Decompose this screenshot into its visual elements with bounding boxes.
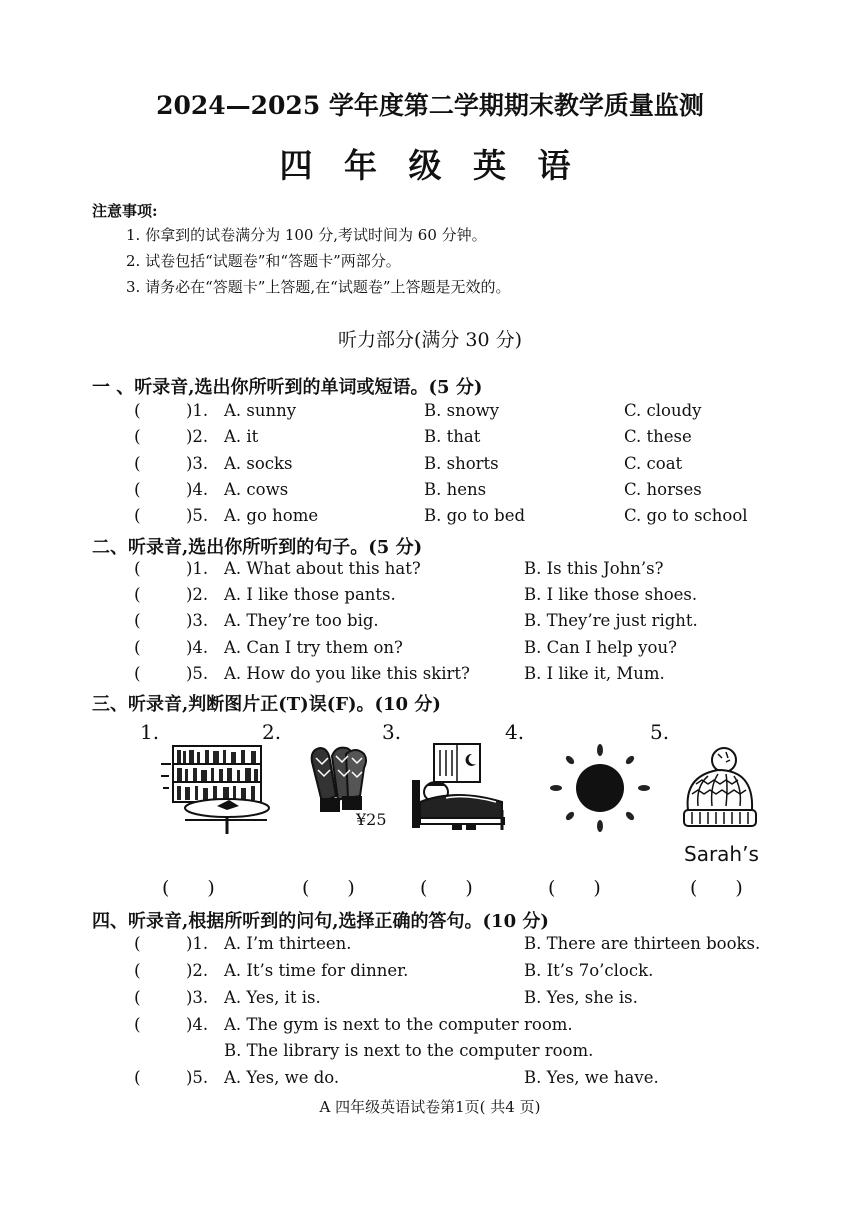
answer-paren[interactable]: (	[134, 427, 141, 447]
option-b: B. shorts	[424, 454, 499, 473]
answer-paren[interactable]: ( )	[690, 877, 743, 899]
page-footer: A 四年级英语试卷第1页( 共4 页)	[319, 1098, 541, 1116]
answer-paren[interactable]: (	[134, 988, 141, 1008]
picture-number: 3.	[382, 720, 402, 744]
answer-paren[interactable]: ( )	[302, 877, 355, 899]
note-item: 3. 请务必在“答题卡”上答题,在“试题卷”上答题是无效的。	[126, 278, 511, 296]
option-b: B. The library is next to the computer room.	[224, 1041, 594, 1060]
picture-number: 4.	[505, 720, 525, 744]
answer-paren[interactable]: ( )	[548, 877, 601, 899]
option-a: A. Yes, it is.	[224, 988, 321, 1007]
option-b: B. They’re just right.	[524, 611, 698, 630]
option-b: B. snowy	[424, 401, 500, 420]
question-number: )1.	[186, 559, 209, 578]
hat-picture	[678, 746, 760, 834]
note-item: 2. 试卷包括“试题卷”和“答题卡”两部分。	[126, 252, 401, 270]
answer-paren[interactable]: (	[134, 480, 141, 500]
option-b: B. that	[424, 427, 481, 446]
section1-title: 一 、听录音,选出你所听到的单词或短语。(5 分)	[92, 377, 483, 398]
option-a: A. socks	[224, 454, 293, 473]
question-number: )1.	[186, 934, 209, 953]
option-a: A. Can I try them on?	[224, 638, 403, 657]
question-number: )1.	[186, 401, 209, 420]
option-a: A. The gym is next to the computer room.	[224, 1015, 573, 1034]
answer-paren[interactable]: (	[134, 934, 141, 954]
answer-paren[interactable]: (	[134, 638, 141, 658]
answer-paren[interactable]: (	[134, 664, 141, 684]
question-number: )2.	[186, 427, 209, 446]
answer-paren[interactable]: ( )	[162, 877, 215, 899]
question-number: )3.	[186, 988, 209, 1007]
option-a: A. They’re too big.	[224, 611, 379, 630]
answer-paren[interactable]: (	[134, 454, 141, 474]
answer-paren[interactable]: (	[134, 559, 141, 579]
answer-paren[interactable]: (	[134, 585, 141, 605]
price-label: ¥25	[356, 810, 387, 829]
option-b: B. There are thirteen books.	[524, 934, 761, 953]
option-c: C. these	[624, 427, 692, 446]
option-b: B. go to bed	[424, 506, 526, 525]
question-number: )4.	[186, 1015, 209, 1034]
option-a: A. How do you like this skirt?	[224, 664, 470, 683]
question-number: )5.	[186, 1068, 209, 1087]
question-number: )3.	[186, 454, 209, 473]
question-number: )2.	[186, 961, 209, 980]
option-b: B. I like it, Mum.	[524, 664, 665, 683]
answer-paren[interactable]: (	[134, 1068, 141, 1088]
section2-title: 二、听录音,选出你所听到的句子。(5 分)	[92, 537, 423, 558]
question-number: )5.	[186, 664, 209, 683]
question-number: )4.	[186, 480, 209, 499]
exam-title: 2024—2025 学年度第二学期期末教学质量监测	[156, 91, 704, 120]
option-b: B. Yes, she is.	[524, 988, 638, 1007]
option-a: A. What about this hat?	[224, 559, 421, 578]
sleeping-boy-picture	[406, 740, 512, 836]
picture-number: 2.	[262, 720, 282, 744]
exam-subtitle: 四 年 级 英 语	[279, 146, 581, 185]
sun-picture	[548, 744, 652, 832]
part-title: 听力部分(满分 30 分)	[337, 329, 523, 351]
question-number: )5.	[186, 506, 209, 525]
option-b: B. Is this John’s?	[524, 559, 664, 578]
option-c: C. cloudy	[624, 401, 702, 420]
option-c: C. go to school	[624, 506, 748, 525]
hat-owner-label: Sarah’s	[684, 842, 759, 866]
option-a: A. I’m thirteen.	[224, 934, 352, 953]
option-a: A. cows	[224, 480, 289, 499]
answer-paren[interactable]: ( )	[420, 877, 473, 899]
option-c: C. coat	[624, 454, 683, 473]
answer-paren[interactable]: (	[134, 506, 141, 526]
note-item: 1. 你拿到的试卷满分为 100 分,考试时间为 60 分钟。	[126, 226, 487, 244]
option-a: A. Yes, we do.	[224, 1068, 340, 1087]
option-b: B. Can I help you?	[524, 638, 677, 657]
option-a: A. go home	[224, 506, 319, 525]
answer-paren[interactable]: (	[134, 611, 141, 631]
option-b: B. hens	[424, 480, 487, 499]
option-b: B. It’s 7o’clock.	[524, 961, 654, 980]
option-a: A. sunny	[224, 401, 297, 420]
section3-title: 三、听录音,判断图片正(T)误(F)。(10 分)	[92, 694, 441, 715]
question-number: )2.	[186, 585, 209, 604]
bookshelf-picture	[155, 742, 275, 838]
answer-paren[interactable]: (	[134, 1015, 141, 1035]
option-b: B. Yes, we have.	[524, 1068, 659, 1087]
option-a: A. it	[224, 427, 259, 446]
answer-paren[interactable]: (	[134, 961, 141, 981]
option-a: A. It’s time for dinner.	[224, 961, 409, 980]
section4-title: 四、听录音,根据所听到的问句,选择正确的答句。(10 分)	[92, 911, 549, 932]
answer-paren[interactable]: (	[134, 401, 141, 421]
picture-number: 1.	[140, 720, 160, 744]
option-c: C. horses	[624, 480, 702, 499]
notes-heading: 注意事项:	[92, 202, 158, 220]
option-b: B. I like those shoes.	[524, 585, 698, 604]
question-number: )3.	[186, 611, 209, 630]
picture-number: 5.	[650, 720, 670, 744]
question-number: )4.	[186, 638, 209, 657]
option-a: A. I like those pants.	[224, 585, 396, 604]
